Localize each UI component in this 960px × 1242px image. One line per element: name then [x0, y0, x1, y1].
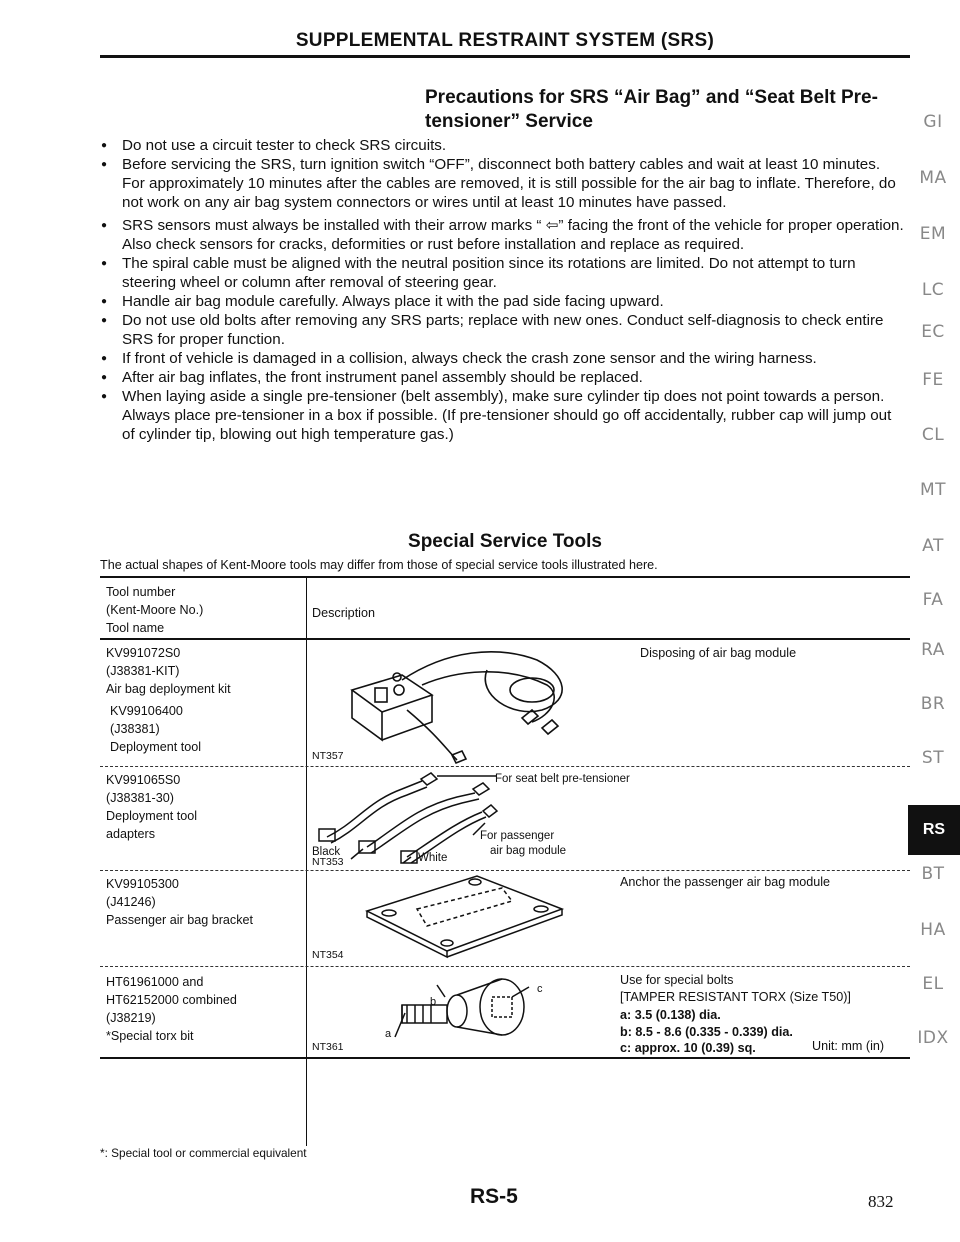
tab-ma[interactable]: MA: [919, 168, 947, 188]
tab-fa[interactable]: FA: [922, 590, 944, 610]
tab-gi[interactable]: GI: [923, 112, 943, 132]
passenger-label-2: air bag module: [490, 845, 567, 857]
tab-el[interactable]: EL: [922, 974, 944, 994]
black-label: Black: [312, 846, 341, 858]
header-rule: [100, 55, 910, 58]
precautions-list: [98, 136, 908, 444]
tab-lc[interactable]: LC: [921, 280, 945, 300]
tab-st[interactable]: ST: [921, 748, 945, 768]
table-row: [100, 871, 910, 967]
list-item: ● SRS sensors must always be installed with their arrow marks “ ⇦” facing the front of the vehicle for proper operation. Also check sensors for cracks, deformities or rust before installation and replace as required.: [98, 216, 908, 254]
unit-label: Unit: mm (in): [812, 1039, 885, 1053]
torx-letter-b: b: [430, 996, 437, 1008]
table-header: [100, 578, 910, 640]
list-item: ● Do not use a circuit tester to check SRS circuits.: [98, 136, 908, 155]
tool-id: KV99105300 (J41246) Passenger air bag bracket: [106, 877, 254, 927]
header-left: Tool number (Kent-Moore No.) Tool name: [106, 585, 204, 635]
tools-table: [100, 576, 910, 1059]
special-tools-intro: The actual shapes of Kent-Moore tools may differ from those of special service tools illustrated here.: [100, 558, 658, 572]
list-item: ● The spiral cable must be aligned with the neutral position since its rotations are limited. Do not attempt to turn steering wheel or column after removal of steering gear.: [98, 254, 908, 292]
tab-fe[interactable]: FE: [922, 370, 944, 390]
white-label: White: [418, 852, 448, 864]
tool-spec: b: 8.5 - 8.6 (0.335 - 0.339) dia.: [620, 1025, 793, 1039]
tab-mt[interactable]: MT: [919, 480, 947, 500]
tab-cl[interactable]: CL: [921, 425, 945, 445]
passenger-label: For passenger: [480, 830, 555, 842]
torx-letter-c: c: [537, 983, 543, 995]
tab-br[interactable]: BR: [920, 694, 946, 714]
list-item: ● If front of vehicle is damaged in a collision, always check the crash zone sensor and the wiring harness.: [98, 349, 908, 368]
tool-id: KV991065S0 (J38381-30) Deployment tool adapters: [106, 773, 198, 841]
table-row: [100, 967, 910, 1059]
tab-idx[interactable]: IDX: [917, 1028, 949, 1048]
figure-code: NT361: [312, 1041, 344, 1053]
tab-em[interactable]: EM: [919, 224, 947, 244]
figure-code: NT357: [312, 750, 344, 762]
tab-ec[interactable]: EC: [921, 322, 945, 342]
list-item: ● When laying aside a single pre-tensioner (belt assembly), make sure cylinder tip does not point towards a person. Always place pre-tensioner in a box if possible. (If pre-tensioner should go off accidentally, rubber cap will jump out of cylinder tip, blowing out high temperature gas.): [98, 387, 908, 444]
section-header: SUPPLEMENTAL RESTRAINT SYSTEM (SRS): [295, 30, 715, 51]
tool-id: HT61961000 and HT62152000 combined (J38219) *Special torx bit: [106, 975, 237, 1043]
precautions-title: Precautions for SRS “Air Bag” and “Seat Belt Pre-tensioner” Service: [425, 87, 878, 132]
tool-id: KV991072S0 (J38381-KIT) Air bag deployment kit KV99106400 (J38381) Deployment tool: [106, 646, 231, 754]
list-item: ● Do not use old bolts after removing any SRS parts; replace with new ones. Conduct self-diagnosis to check entire SRS for proper function.: [98, 311, 908, 349]
page-number: 832: [868, 1192, 894, 1211]
tool-description: Anchor the passenger air bag module: [620, 875, 831, 889]
tool-spec: [TAMPER RESISTANT TORX (Size T50)]: [620, 990, 851, 1004]
list-item-note: For approximately 10 minutes after the cables are removed, it is still possible for the air bag to inflate. Therefore, do not work on any air bag system connectors or wires until at least 10 minutes have passed.: [122, 175, 896, 211]
torx-bit-figure: [307, 967, 627, 1057]
table-row: [100, 767, 910, 871]
tool-description: Use for special bolts: [620, 973, 734, 987]
tab-ha[interactable]: HA: [920, 920, 946, 940]
tool-spec: c: approx. 10 (0.39) sq.: [620, 1041, 756, 1055]
tab-ra[interactable]: RA: [921, 640, 945, 660]
tab-rs-active[interactable]: RS: [908, 805, 960, 855]
footnote: *: Special tool or commercial equivalent: [100, 1146, 307, 1160]
deployment-kit-figure: [307, 640, 667, 766]
table-row: [100, 640, 910, 767]
list-item: ● Handle air bag module carefully. Always place it with the pad side facing upward.: [98, 292, 908, 311]
tab-bt[interactable]: BT: [921, 864, 945, 884]
figure-code: NT353: [312, 856, 344, 868]
list-item: ● After air bag inflates, the front instrument panel assembly should be replaced.: [98, 368, 908, 387]
bracket-figure: [307, 871, 637, 966]
special-tools-title: Special Service Tools: [408, 531, 602, 552]
list-item: ● Before servicing the SRS, turn ignition switch “OFF”, disconnect both battery cables and wait at least 10 minutes. For approximately 10 minutes after the cables are removed, it is still possible for the air bag to inflate. Therefore, do not work on any air bag system connectors or wires until at least 10 minutes have passed.: [98, 155, 908, 212]
page-id: RS-5: [470, 1185, 518, 1208]
figure-code: NT354: [312, 949, 344, 961]
tool-spec: a: 3.5 (0.138) dia.: [620, 1008, 721, 1022]
tool-description: Disposing of air bag module: [640, 646, 797, 660]
tab-at[interactable]: AT: [922, 536, 944, 556]
torx-letter-a: a: [385, 1028, 392, 1040]
seat-belt-label: For seat belt pre-tensioner: [495, 773, 630, 785]
header-right: Description: [312, 606, 375, 620]
